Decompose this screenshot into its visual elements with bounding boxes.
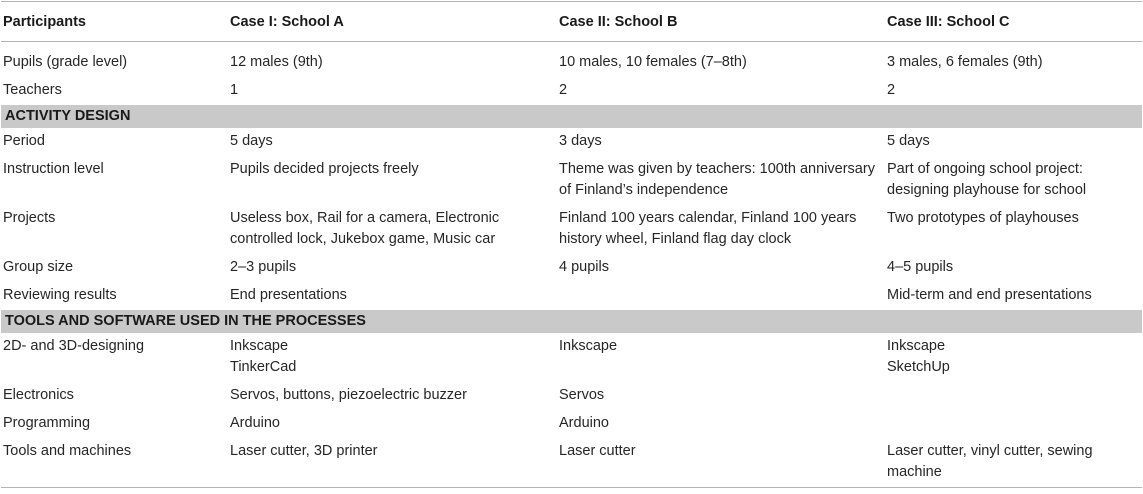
tool-item: TinkerCad	[230, 359, 297, 375]
header-row	[1, 2, 1142, 42]
table-row	[1, 128, 1142, 156]
cell-case-1: Servos, buttons, piezoelectric buzzer	[230, 387, 467, 403]
cell-case-3: 4–5 pupils	[887, 259, 954, 275]
tool-item: Inkscape	[887, 338, 946, 354]
cell-case-3	[885, 410, 1142, 438]
cell-case-2: 3 days	[559, 133, 602, 149]
cell-case-1: Arduino	[230, 415, 280, 431]
cell-case-2: Laser cutter	[557, 438, 885, 488]
cell-case-3	[885, 382, 1142, 410]
cell-case-3: 2	[887, 82, 896, 98]
cell-case-2: 10 males, 10 females (7–8th)	[559, 54, 747, 70]
row-label: Tools and machines	[1, 438, 228, 488]
table-row	[1, 205, 1142, 254]
cell-case-3: 5 days	[887, 133, 930, 149]
table-row	[1, 254, 1142, 282]
row-label: Period	[3, 133, 45, 149]
cell-case-2: Theme was given by teachers: 100th anniversary of Finland’s independence	[559, 161, 875, 198]
row-label: Electronics	[3, 387, 74, 403]
header-case-2: Case II: School B	[557, 2, 885, 42]
cell-case-1	[228, 333, 557, 382]
cell-case-1: 2–3 pupils	[230, 259, 297, 275]
table-row	[1, 282, 1142, 310]
cell-case-1: End presentations	[230, 287, 347, 303]
cell-case-2: 2	[559, 82, 568, 98]
table-row	[1, 382, 1142, 410]
cell-case-3: 3 males, 6 females (9th)	[887, 54, 1043, 70]
cell-case-2: Servos	[559, 387, 605, 403]
row-label: Programming	[3, 415, 91, 431]
row-label: Group size	[3, 259, 74, 275]
cell-case-1: Pupils decided projects freely	[230, 161, 419, 177]
table-row	[1, 333, 1142, 382]
cell-case-1: Useless box, Rail for a camera, Electronic controlled lock, Jukebox game, Music car	[230, 210, 500, 247]
row-label: Projects	[3, 210, 56, 226]
row-label: 2D- and 3D-designing	[3, 338, 145, 354]
row-label: Teachers	[3, 82, 62, 98]
comparison-table	[1, 1, 1142, 488]
header-case-1: Case I: School A	[228, 2, 557, 42]
cell-case-1: 1	[230, 82, 239, 98]
tool-item: Inkscape	[559, 338, 618, 354]
cell-case-3: Part of ongoing school project: designing playhouse for school	[887, 161, 1087, 198]
header-case-3: Case III: School C	[885, 2, 1142, 42]
cell-case-1: 12 males (9th)	[230, 54, 323, 70]
table-row	[1, 410, 1142, 438]
row-label: Reviewing results	[3, 287, 117, 303]
section-title: TOOLS AND SOFTWARE USED IN THE PROCESSES	[1, 310, 1142, 333]
cell-case-2: 4 pupils	[559, 259, 609, 275]
table-row	[1, 156, 1142, 205]
tool-item: Inkscape	[230, 338, 289, 354]
cell-case-1: 5 days	[230, 133, 273, 149]
table-row	[1, 77, 1142, 105]
cell-case-2: Arduino	[559, 415, 609, 431]
cell-case-2: Finland 100 years calendar, Finland 100 years history wheel, Finland flag day clock	[559, 210, 857, 247]
cell-case-1: Laser cutter, 3D printer	[228, 438, 557, 488]
cell-case-2	[557, 333, 885, 382]
spacer-row	[1, 42, 1142, 50]
header-participants: Participants	[1, 2, 228, 42]
cell-case-3: Laser cutter, vinyl cutter, sewing machine	[885, 438, 1142, 488]
cell-case-3	[885, 333, 1142, 382]
row-label: Pupils (grade level)	[3, 54, 128, 70]
cell-case-3: Two prototypes of playhouses	[887, 210, 1079, 226]
row-label: Instruction level	[3, 161, 104, 177]
section-header-tools	[1, 310, 1142, 333]
cell-case-3: Mid-term and end presentations	[887, 287, 1092, 303]
table-row	[1, 438, 1142, 488]
section-header-activity	[1, 105, 1142, 128]
section-title: ACTIVITY DESIGN	[1, 105, 1142, 128]
table-row	[1, 49, 1142, 77]
cell-case-2	[557, 282, 885, 310]
tool-item: SketchUp	[887, 359, 950, 375]
